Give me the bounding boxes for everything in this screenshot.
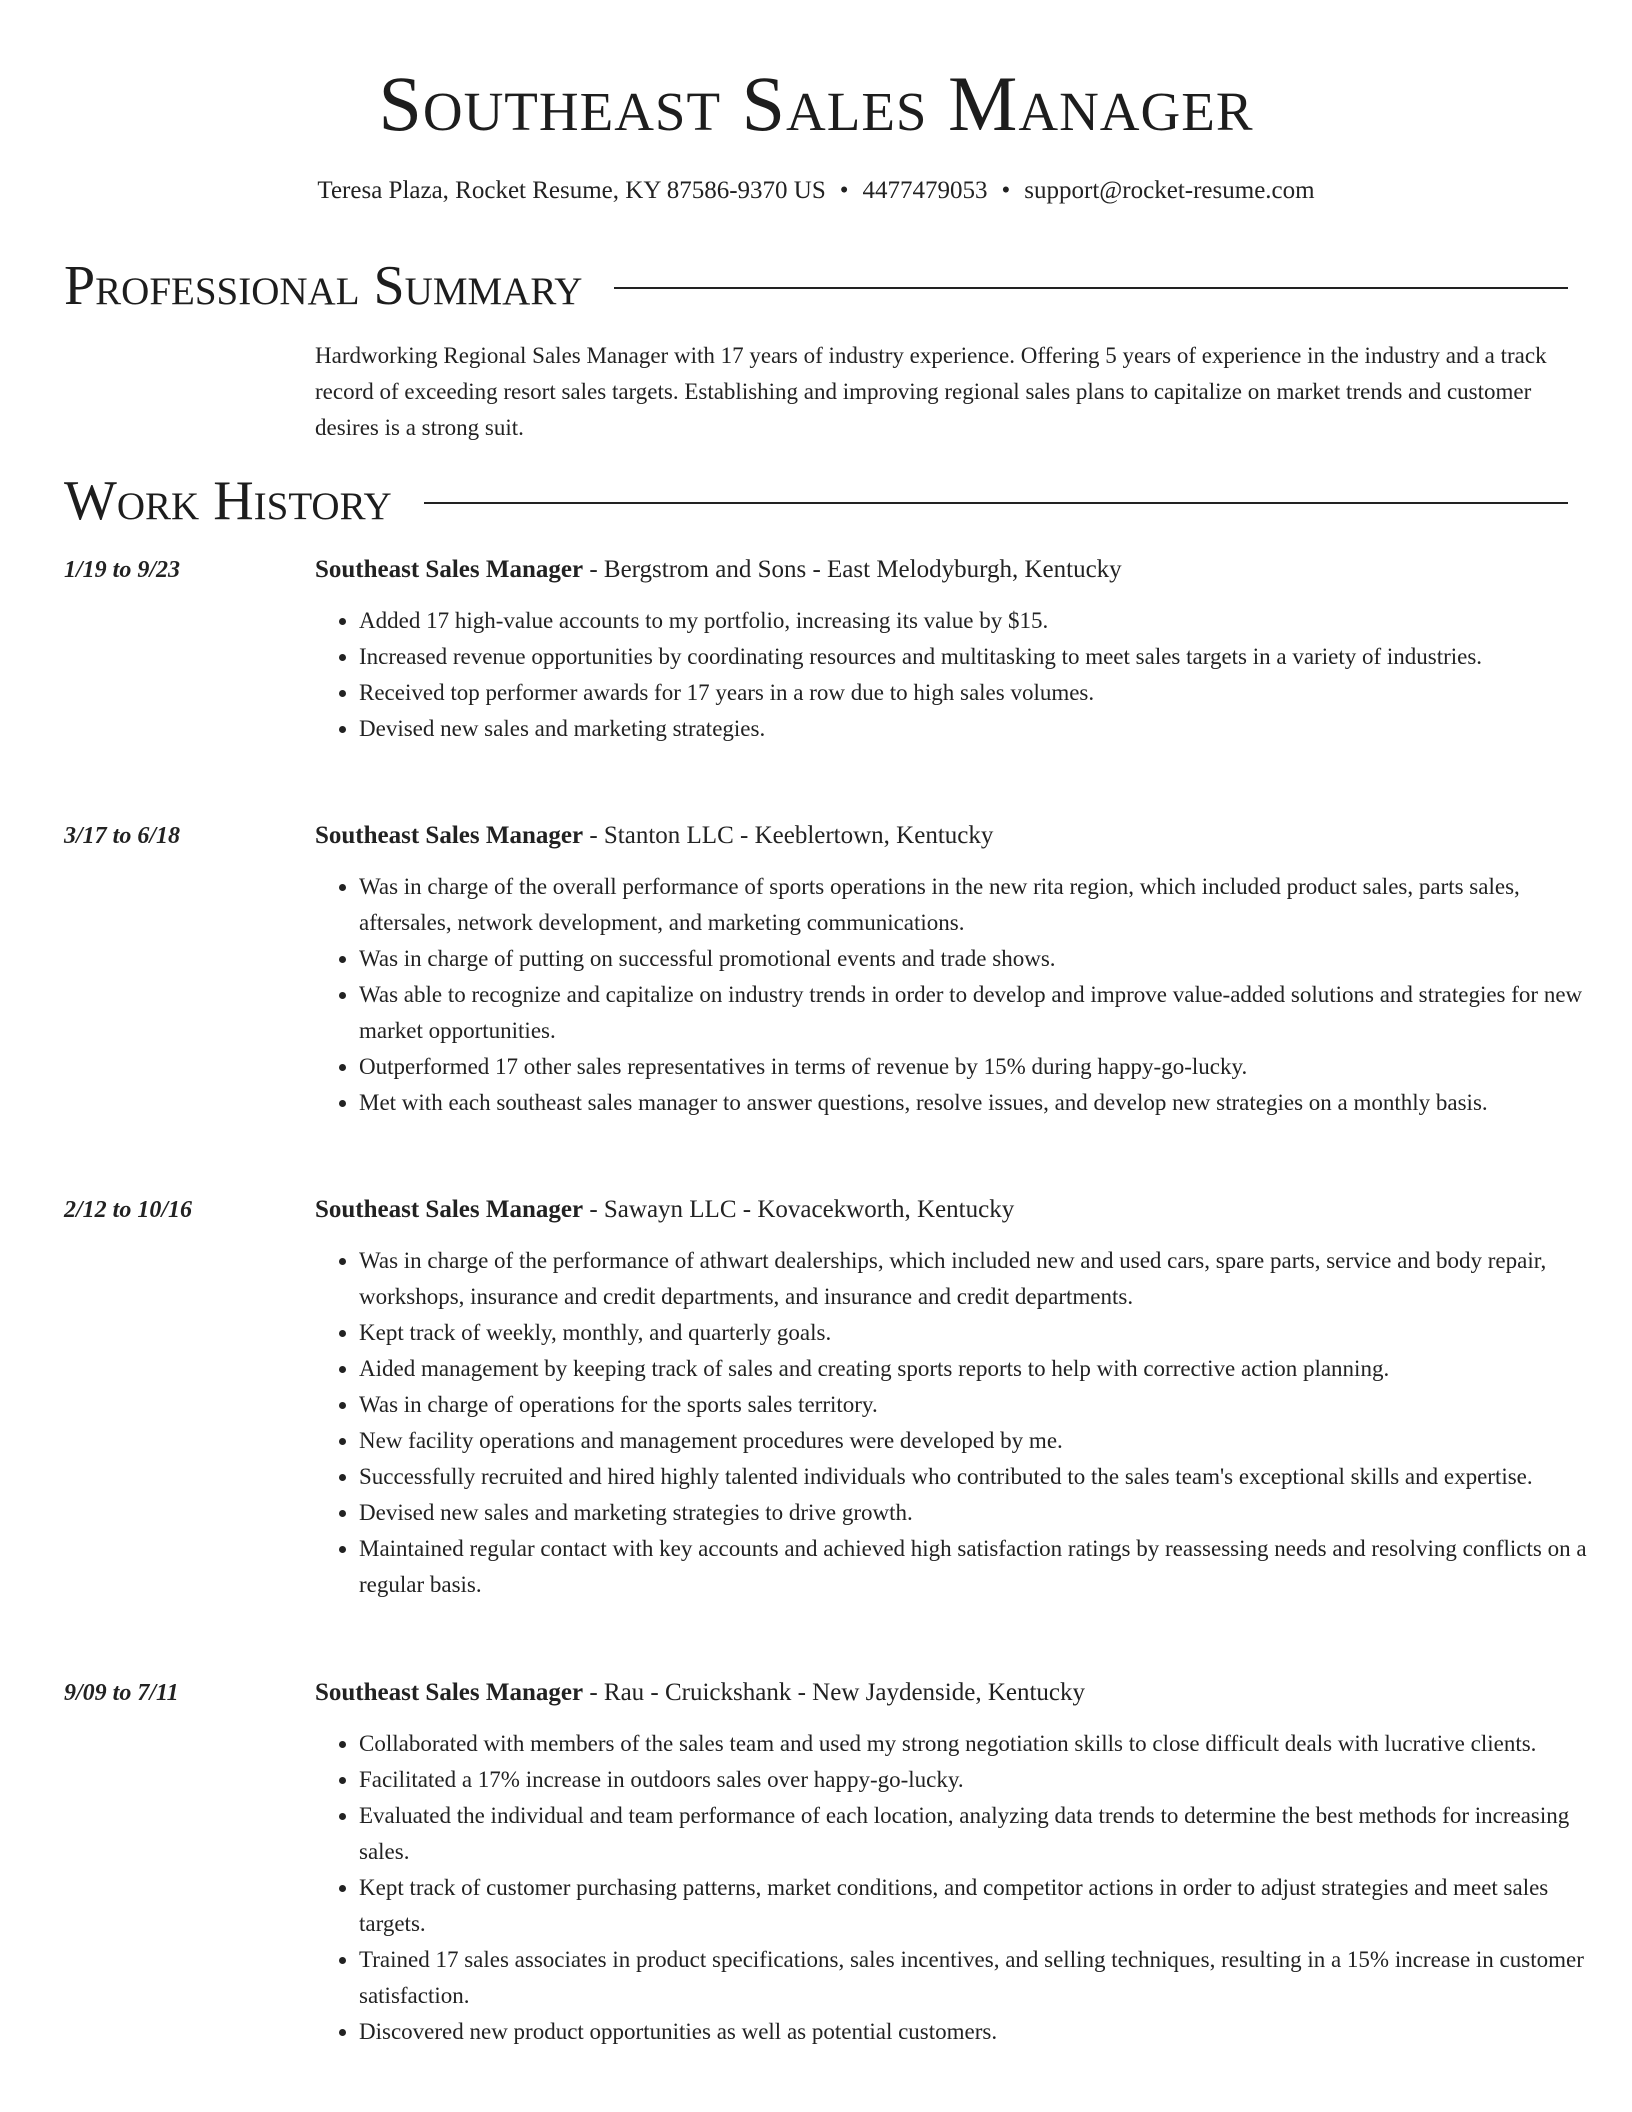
job-bullet: • New facility operations and management procedures were developed by me. xyxy=(359,1423,1614,1459)
job-heading xyxy=(315,819,993,853)
job-dates: 1/19 to 9/23 xyxy=(64,557,181,583)
job-bullet: • Was in charge of the overall performance of sports operations in the new rita region, which included product sales, parts sales, aftersales, network development, and marketing communications. xyxy=(359,869,1614,941)
job-bullet: • Added 17 high-value accounts to my portfolio, increasing its value by $15. xyxy=(359,603,1614,639)
job-title: Southeast Sales Manager xyxy=(315,1196,584,1223)
job-company-location: - Bergstrom and Sons - East Melodyburgh, Kentucky xyxy=(583,556,1122,583)
job-bullet: • Facilitated a 17% increase in outdoors sales over happy-go-lucky. xyxy=(359,1762,1614,1798)
job-bullet: • Trained 17 sales associates in product specifications, sales incentives, and selling techniques, resulting in a 15% increase in customer satisfaction. xyxy=(359,1942,1614,2014)
job-bullet: • Kept track of weekly, monthly, and quarterly goals. xyxy=(359,1315,1614,1351)
job-title: Southeast Sales Manager xyxy=(315,822,584,849)
section-divider xyxy=(614,287,1568,289)
contact-phone: 4477479053 xyxy=(862,177,988,204)
job-heading xyxy=(315,553,1122,587)
job-bullet: • Devised new sales and marketing strategies to drive growth. xyxy=(359,1495,1614,1531)
job-company-location: - Stanton LLC - Keeblertown, Kentucky xyxy=(583,822,994,849)
job-bullet: • Met with each southeast sales manager to answer questions, resolve issues, and develop new strategies on a monthly basis. xyxy=(359,1085,1614,1121)
job-title: Southeast Sales Manager xyxy=(315,1679,584,1706)
resume-name: Southeast Sales Manager xyxy=(378,60,1254,147)
job-bullet: • Was in charge of operations for the sports sales territory. xyxy=(359,1387,1614,1423)
job-bullet: • Outperformed 17 other sales representatives in terms of revenue by 15% during happy-go-lucky. xyxy=(359,1049,1614,1085)
work-section-header xyxy=(64,469,1568,533)
job-heading xyxy=(315,1193,1014,1227)
job-bullet: • Evaluated the individual and team performance of each location, analyzing data trends to determine the best methods for increasing sales. xyxy=(359,1798,1614,1870)
job-company-location: - Rau - Cruickshank - New Jaydenside, Kentucky xyxy=(583,1679,1086,1706)
summary-section-title: Professional Summary xyxy=(64,255,583,317)
job-bullet: • Was able to recognize and capitalize on industry trends in order to develop and improve value-added solutions and strategies for new market opportunities. xyxy=(359,977,1614,1049)
job-bullet: • Was in charge of putting on successful promotional events and trade shows. xyxy=(359,941,1614,977)
job-bullets xyxy=(315,869,1614,1121)
job-bullet: • Discovered new product opportunities as well as potential customers. xyxy=(359,2014,1614,2050)
contact-email[interactable]: support@rocket-resume.com xyxy=(1024,177,1315,204)
contact-separator: • xyxy=(839,177,849,204)
contact-line xyxy=(0,174,1632,208)
job-dates: 3/17 to 6/18 xyxy=(64,823,181,849)
job-bullet: • Successfully recruited and hired highly talented individuals who contributed to the sales team's exceptional skills and expertise. xyxy=(359,1459,1614,1495)
job-bullets xyxy=(315,603,1614,747)
job-bullet: • Collaborated with members of the sales team and used my strong negotiation skills to close difficult deals with lucrative clients. xyxy=(359,1726,1614,1762)
job-heading xyxy=(315,1676,1085,1710)
job-dates: 9/09 to 7/11 xyxy=(64,1680,179,1706)
job-title: Southeast Sales Manager xyxy=(315,556,584,583)
summary-text: Hardworking Regional Sales Manager with 17 years of industry experience. Offering 5 years of experience in the industry and a track record of exceeding resort sales targets. Establishing and improving regional sales plans to capitalize on market trends and customer desires is a strong suit. xyxy=(315,343,1547,440)
job-bullet: • Kept track of customer purchasing patterns, market conditions, and competitor actions in order to adjust strategies and meet sales targets. xyxy=(359,1870,1614,1942)
contact-separator: • xyxy=(1001,177,1011,204)
contact-address: Teresa Plaza, Rocket Resume, KY 87586-9370 US xyxy=(317,177,826,204)
job-bullet: • Received top performer awards for 17 years in a row due to high sales volumes. xyxy=(359,675,1614,711)
job-bullets xyxy=(315,1726,1614,2050)
section-divider xyxy=(424,502,1568,504)
work-section-title: Work History xyxy=(64,470,392,532)
job-bullet: • Was in charge of the performance of athwart dealerships, which included new and used cars, spare parts, service and body repair, workshops, insurance and credit departments, and insurance and credit departments. xyxy=(359,1243,1614,1315)
job-company-location: - Sawayn LLC - Kovacekworth, Kentucky xyxy=(583,1196,1015,1223)
summary-section-header xyxy=(64,254,1568,318)
job-bullet: • Maintained regular contact with key accounts and achieved high satisfaction ratings by reassessing needs and resolving conflicts on a regular basis. xyxy=(359,1531,1614,1603)
job-bullet: • Increased revenue opportunities by coordinating resources and multitasking to meet sales targets in a variety of industries. xyxy=(359,639,1614,675)
job-bullet: • Aided management by keeping track of sales and creating sports reports to help with corrective action planning. xyxy=(359,1351,1614,1387)
job-bullet: • Devised new sales and marketing strategies. xyxy=(359,711,1614,747)
job-dates: 2/12 to 10/16 xyxy=(64,1197,193,1223)
job-bullets xyxy=(315,1243,1614,1603)
